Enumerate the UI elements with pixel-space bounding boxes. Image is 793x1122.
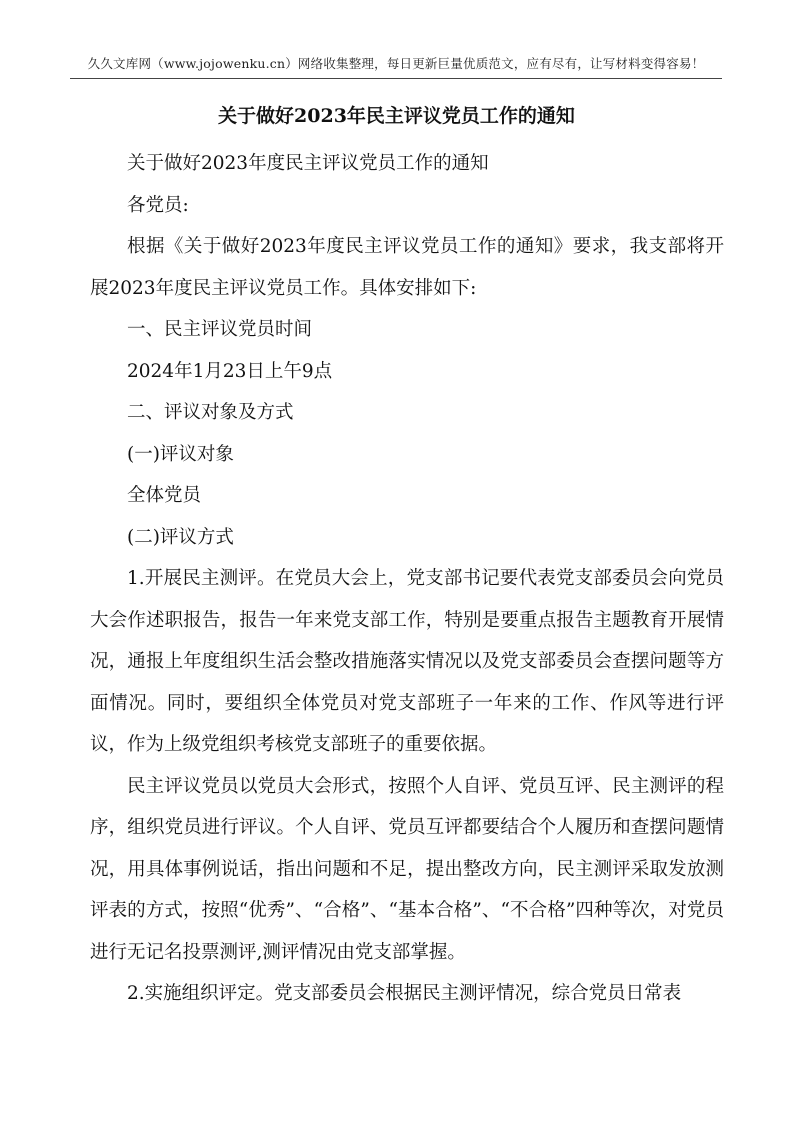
paragraph-section-1-heading: 一、民主评议党员时间 bbox=[127, 319, 313, 340]
page-header: 久久文库网（www.jojowenku.cn）网络收集整理，每日更新巨量优质范文，应有尽有，让写材料变得容易！ bbox=[70, 56, 722, 79]
paragraph-section-2-heading: 二、评议对象及方式 bbox=[127, 402, 294, 423]
paragraph-salutation: 各党员: bbox=[127, 194, 189, 216]
paragraph-subtitle: 关于做好2023年度民主评议党员工作的通知 bbox=[127, 153, 489, 174]
document-body bbox=[90, 143, 724, 1015]
document-title: 关于做好2023年民主评议党员工作的通知 bbox=[218, 105, 575, 127]
paragraph-intro: 根据《关于做好2023年度民主评议党员工作的通知》要求，我支部将开展2023年度民主评议党员工作。具体安排如下: bbox=[90, 236, 724, 299]
paragraph-democratic-evaluation: 1.开展民主测评。在党员大会上，党支部书记要代表党支部委员会向党员大会作述职报告，报告一年来党支部工作，特别是要重点报告主题教育开展情况，通报上年度组织生活会整改措施落实情况以及党支部委员会查摆问题等方面情况。同时，要组织全体党员对党支部班子一年来的工作、作风等进行评议，作为上级党组织考核党支部班子的重要依据。 bbox=[90, 568, 724, 755]
paragraph-meeting-time: 2024年1月23日上午9点 bbox=[127, 360, 333, 382]
paragraph-organizational-assessment: 2.实施组织评定。党支部委员会根据民主测评情况，综合党员日常表 bbox=[127, 983, 682, 1004]
paragraph-evaluation-procedure: 民主评议党员以党员大会形式，按照个人自评、党员互评、民主测评的程序，组织党员进行评议。个人自评、党员互评都要结合个人履历和查摆问题情况，用具体事例说话，指出问题和不足，提出整改方向，民主测评采取发放测评表的方式，按照“优秀”、“合格”、“基本合格”、“不合格”四种等次，对党员进行无记名投票测评,测评情况由党支部掌握。 bbox=[90, 775, 724, 963]
paragraph-evaluation-target: 全体党员 bbox=[127, 485, 202, 506]
paragraph-subsection-2-heading: (二)评议方式 bbox=[127, 526, 234, 548]
paragraph-subsection-1-heading: (一)评议对象 bbox=[127, 443, 234, 465]
